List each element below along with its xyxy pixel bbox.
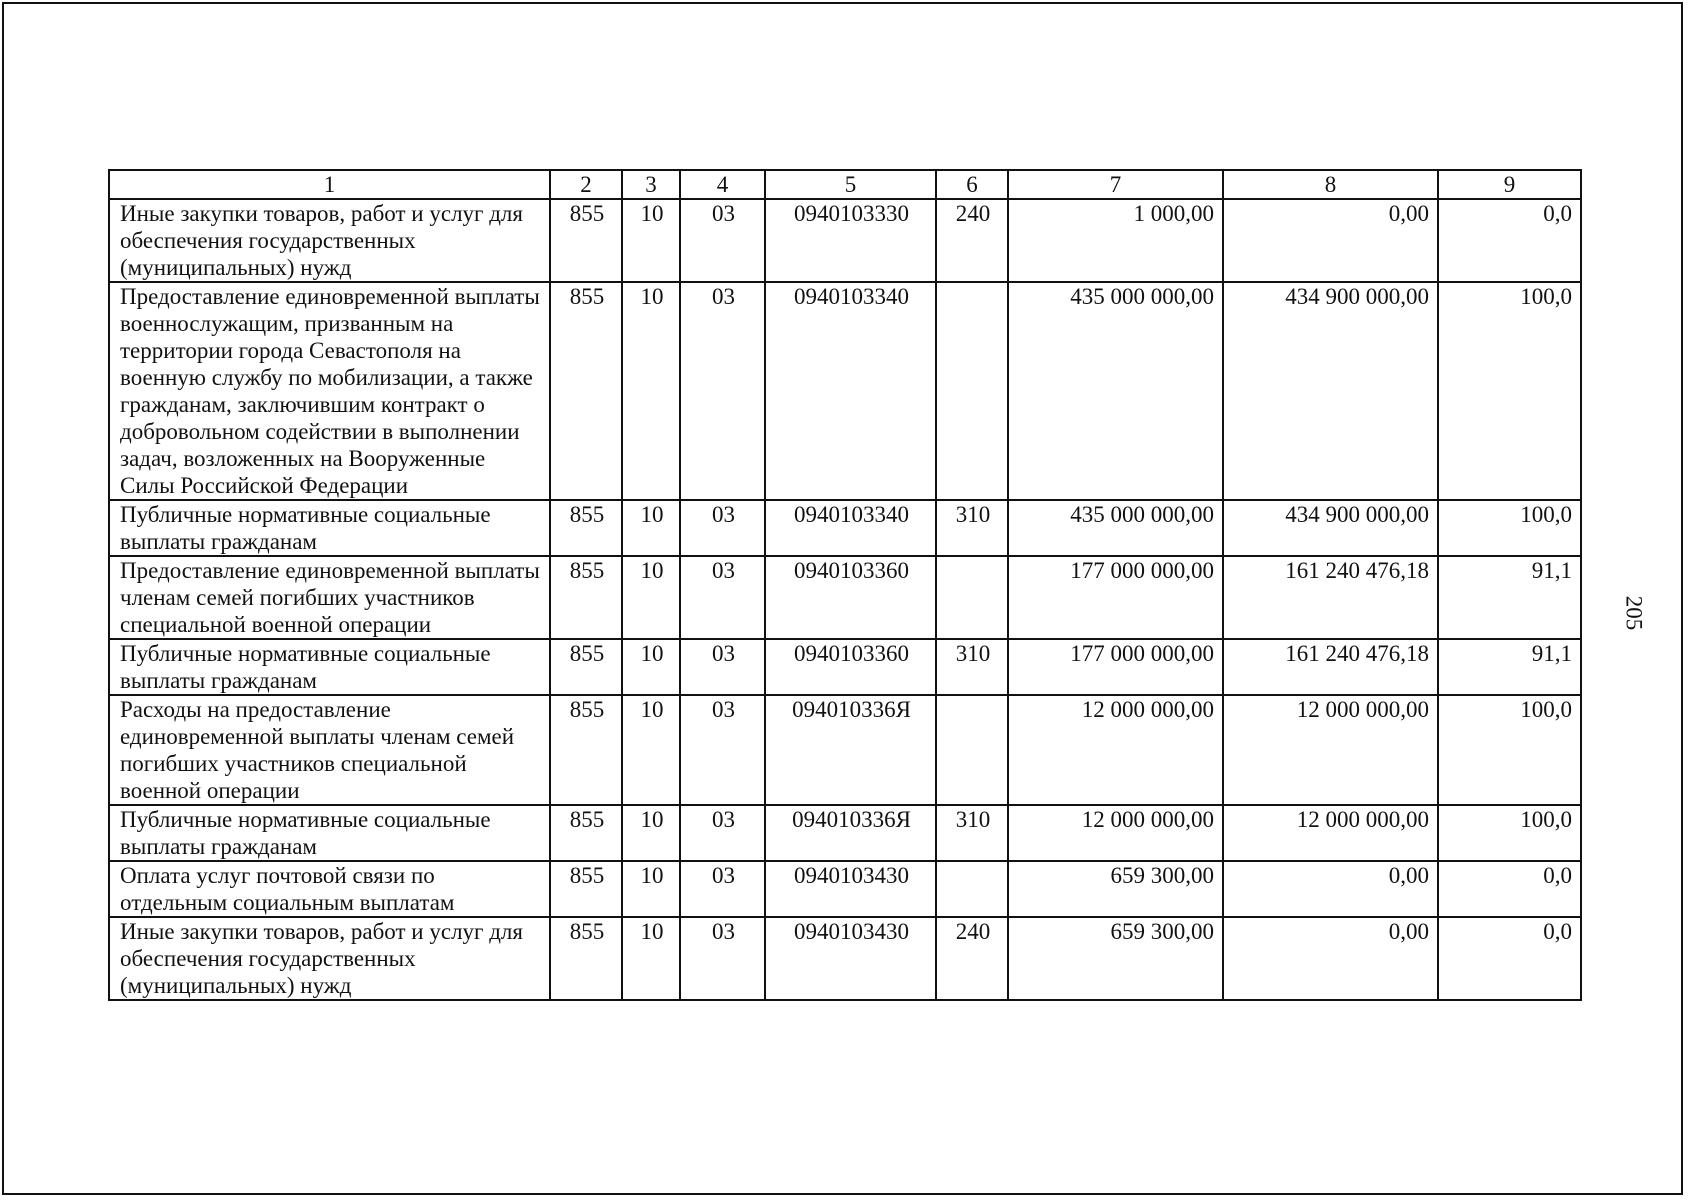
- header-cell-5: 5: [765, 170, 936, 199]
- row-percent-9: 100,0: [1438, 500, 1581, 556]
- row-amount-8: 0,00: [1223, 861, 1438, 917]
- row-code-6: [936, 695, 1008, 805]
- row-percent-9: 100,0: [1438, 695, 1581, 805]
- row-percent-9: 100,0: [1438, 805, 1581, 861]
- header-cell-6: 6: [936, 170, 1008, 199]
- row-amount-8: 12 000 000,00: [1223, 695, 1438, 805]
- row-percent-9: 100,0: [1438, 282, 1581, 500]
- row-amount-8: 161 240 476,18: [1223, 556, 1438, 639]
- header-cell-7: 7: [1008, 170, 1223, 199]
- row-amount-8: 0,00: [1223, 199, 1438, 282]
- row-code-3: 10: [622, 282, 680, 500]
- row-name: Предоставление единовременной выплаты членам семей погибших участников специальной военной операции: [109, 556, 550, 639]
- row-code-2: 855: [550, 695, 622, 805]
- row-code-3: 10: [622, 695, 680, 805]
- row-percent-9: 91,1: [1438, 556, 1581, 639]
- page-number: 205: [1621, 595, 1647, 631]
- table-row: [109, 639, 1581, 695]
- row-code-5: 0940103360: [765, 639, 936, 695]
- row-amount-7: 12 000 000,00: [1008, 805, 1223, 861]
- row-name: Иные закупки товаров, работ и услуг для обеспечения государственных (муниципальных) нужд: [109, 917, 550, 1000]
- row-code-6: [936, 556, 1008, 639]
- row-code-4: 03: [680, 199, 765, 282]
- row-code-4: 03: [680, 500, 765, 556]
- row-code-6: 310: [936, 500, 1008, 556]
- row-code-6: 310: [936, 639, 1008, 695]
- row-amount-7: 1 000,00: [1008, 199, 1223, 282]
- row-code-6: 310: [936, 805, 1008, 861]
- row-code-5: 094010336Я: [765, 695, 936, 805]
- header-cell-1: 1: [109, 170, 550, 199]
- header-row: [109, 170, 1581, 199]
- row-code-3: 10: [622, 639, 680, 695]
- row-code-5: 0940103340: [765, 500, 936, 556]
- row-amount-8: 12 000 000,00: [1223, 805, 1438, 861]
- row-code-5: 094010336Я: [765, 805, 936, 861]
- row-code-5: 0940103330: [765, 199, 936, 282]
- row-code-3: 10: [622, 917, 680, 1000]
- row-code-3: 10: [622, 199, 680, 282]
- row-name: Публичные нормативные социальные выплаты гражданам: [109, 805, 550, 861]
- row-name: Публичные нормативные социальные выплаты гражданам: [109, 639, 550, 695]
- row-code-4: 03: [680, 639, 765, 695]
- header-cell-8: 8: [1223, 170, 1438, 199]
- row-amount-7: 177 000 000,00: [1008, 639, 1223, 695]
- row-code-6: [936, 282, 1008, 500]
- row-code-2: 855: [550, 917, 622, 1000]
- header-cell-9: 9: [1438, 170, 1581, 199]
- row-code-3: 10: [622, 861, 680, 917]
- table-row: [109, 199, 1581, 282]
- row-percent-9: 91,1: [1438, 639, 1581, 695]
- row-code-3: 10: [622, 500, 680, 556]
- row-code-4: 03: [680, 556, 765, 639]
- row-code-2: 855: [550, 500, 622, 556]
- row-percent-9: 0,0: [1438, 917, 1581, 1000]
- row-code-5: 0940103430: [765, 917, 936, 1000]
- row-code-2: 855: [550, 805, 622, 861]
- row-name: Оплата услуг почтовой связи по отдельным социальным выплатам: [109, 861, 550, 917]
- row-name: Иные закупки товаров, работ и услуг для обеспечения государственных (муниципальных) нужд: [109, 199, 550, 282]
- header-cell-3: 3: [622, 170, 680, 199]
- row-code-5: 0940103340: [765, 282, 936, 500]
- row-code-3: 10: [622, 556, 680, 639]
- row-code-5: 0940103430: [765, 861, 936, 917]
- row-code-6: 240: [936, 917, 1008, 1000]
- row-code-6: 240: [936, 199, 1008, 282]
- row-code-2: 855: [550, 282, 622, 500]
- table-row: [109, 500, 1581, 556]
- row-name: Расходы на предоставление единовременной выплаты членам семей погибших участников специальной военной операции: [109, 695, 550, 805]
- row-code-4: 03: [680, 805, 765, 861]
- row-code-2: 855: [550, 861, 622, 917]
- row-percent-9: 0,0: [1438, 199, 1581, 282]
- row-code-6: [936, 861, 1008, 917]
- row-amount-7: 435 000 000,00: [1008, 282, 1223, 500]
- row-code-5: 0940103360: [765, 556, 936, 639]
- row-code-4: 03: [680, 695, 765, 805]
- table-row: [109, 861, 1581, 917]
- table-row: [109, 917, 1581, 1000]
- header-cell-4: 4: [680, 170, 765, 199]
- row-amount-8: 434 900 000,00: [1223, 282, 1438, 500]
- table-row: [109, 282, 1581, 500]
- row-code-2: 855: [550, 556, 622, 639]
- row-code-4: 03: [680, 282, 765, 500]
- table-row: [109, 805, 1581, 861]
- row-amount-7: 435 000 000,00: [1008, 500, 1223, 556]
- row-code-2: 855: [550, 199, 622, 282]
- row-amount-8: 161 240 476,18: [1223, 639, 1438, 695]
- row-code-2: 855: [550, 639, 622, 695]
- row-code-4: 03: [680, 917, 765, 1000]
- budget-table: [108, 169, 1582, 1001]
- row-code-3: 10: [622, 805, 680, 861]
- row-amount-7: 659 300,00: [1008, 917, 1223, 1000]
- table-row: [109, 695, 1581, 805]
- table-row: [109, 556, 1581, 639]
- row-name: Предоставление единовременной выплаты военнослужащим, призванным на территории города Севастополя на военную службу по мобилизации, а также гражданам, заключившим контракт о добровольном содействии в выполнении задач, возложенных на Вооруженные Силы Российской Федерации: [109, 282, 550, 500]
- row-amount-7: 12 000 000,00: [1008, 695, 1223, 805]
- row-amount-8: 434 900 000,00: [1223, 500, 1438, 556]
- row-code-4: 03: [680, 861, 765, 917]
- row-name: Публичные нормативные социальные выплаты гражданам: [109, 500, 550, 556]
- row-amount-7: 659 300,00: [1008, 861, 1223, 917]
- row-amount-7: 177 000 000,00: [1008, 556, 1223, 639]
- header-cell-2: 2: [550, 170, 622, 199]
- row-amount-8: 0,00: [1223, 917, 1438, 1000]
- row-percent-9: 0,0: [1438, 861, 1581, 917]
